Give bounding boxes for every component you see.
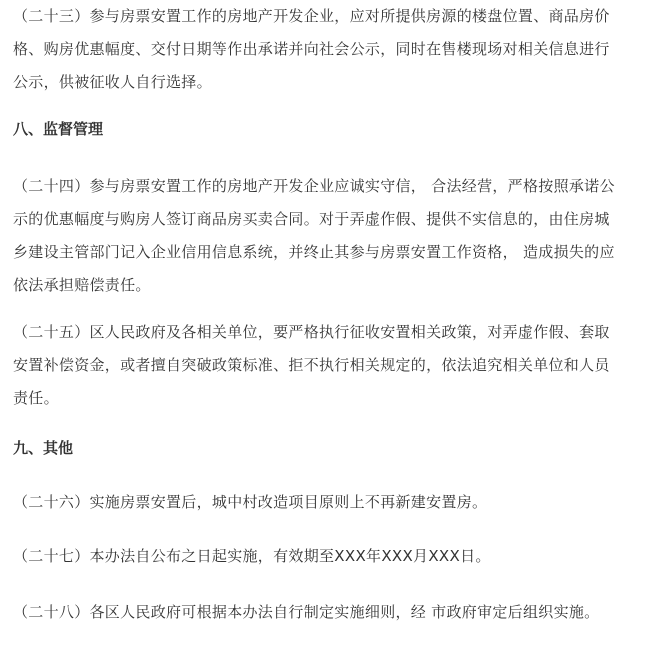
paragraph-line: 示的优惠幅度与购房人签订商品房买卖合同。对于弄虚作假、提供不实信息的，由住房城 xyxy=(13,210,610,228)
paragraph-line: 公示，供被征收人自行选择。 xyxy=(13,73,212,91)
paragraph-line: （二十六）实施房票安置后，城中村改造项目原则上不再新建安置房。 xyxy=(13,493,488,511)
paragraph-line: （二十三）参与房票安置工作的房地产开发企业，应对所提供房源的楼盘位置、商品房价 xyxy=(13,7,610,25)
section-heading-supervision: 八、监督管理 xyxy=(13,120,104,138)
paragraph-line: （二十四）参与房票安置工作的房地产开发企业应诚实守信， 合法经营，严格按照承诺公 xyxy=(13,177,615,195)
paragraph-line: 责任。 xyxy=(13,389,59,407)
paragraph-line: 安置补偿资金，或者擅自突破政策标准、拒不执行相关规定的，依法追究相关单位和人员 xyxy=(13,356,610,374)
paragraph-24 xyxy=(13,170,649,302)
section-heading-other: 九、其他 xyxy=(13,439,74,457)
paragraph-line: （二十五）区人民政府及各相关单位，要严格执行征收安置相关政策，对弄虚作假、套取 xyxy=(13,323,610,341)
paragraph-28 xyxy=(13,596,649,629)
paragraph-25 xyxy=(13,316,649,415)
paragraph-line: 格、购房优惠幅度、交付日期等作出承诺并向社会公示，同时在售楼现场对相关信息进行 xyxy=(13,40,610,58)
paragraph-line: 乡建设主管部门记入企业信用信息系统，并终止其参与房票安置工作资格， 造成损失的应 xyxy=(13,243,615,261)
paragraph-27 xyxy=(13,540,649,573)
paragraph-line: （二十八）各区人民政府可根据本办法自行制定实施细则，经 市政府审定后组织实施。 xyxy=(13,603,600,621)
paragraph-23 xyxy=(13,0,649,99)
paragraph-line: （二十七）本办法自公布之日起实施，有效期至XXX年XXX月XXX日。 xyxy=(13,547,491,565)
paragraph-line: 依法承担赔偿责任。 xyxy=(13,276,151,294)
paragraph-26 xyxy=(13,486,649,519)
